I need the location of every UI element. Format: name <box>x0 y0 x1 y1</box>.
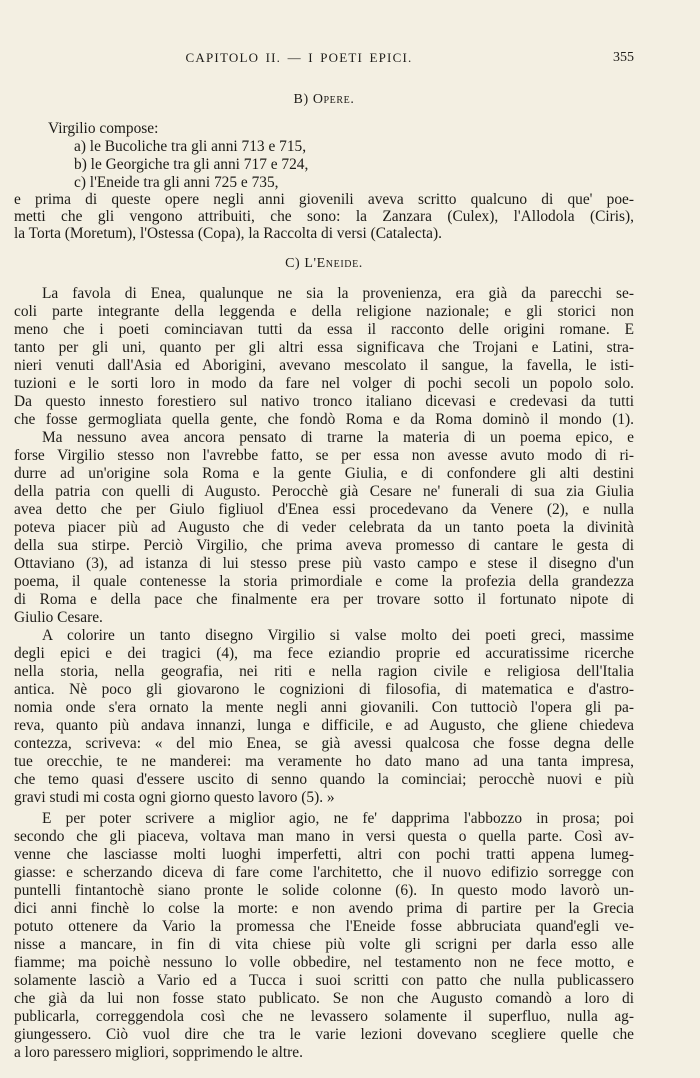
paragraph-first-line: La favola di Enea, qualunque ne sia la provenienza, era già da parecchi se- <box>42 285 634 302</box>
text-line: tanto per gli uni, quanto per gli altri essa significava che Trojani e Latini, stra- <box>14 339 634 356</box>
text-line: venne che lasciasse molti luoghi imperfetti, altri con pochi tratti appena lumeg- <box>14 846 634 863</box>
text-line: nella storia, nella geografia, nei riti e nella ragion civile e religiosa dell'Italia <box>14 663 634 680</box>
paragraph-first-line: Ma nessuno avea ancora pensato di trarne la materia di un poema epico, e <box>42 429 634 446</box>
text-line: antica. Nè poco gli giovarono le cognizioni di filosofia, di matematica e d'astro- <box>14 681 634 698</box>
text-line: Da questo innesto forestiero sul nativo tronco italiano dicevasi e credevasi da tutti <box>14 393 634 410</box>
text-line: gravi studi mi costa ogni giorno questo lavoro (5). » <box>14 789 335 806</box>
text-line: meno che i poeti cominciavan tutti da essa il racconto delle origini romane. E <box>14 321 634 338</box>
chapter-title: CAPITOLO II. — I POETI EPICI. <box>185 50 413 65</box>
text-line: nieri venuti dall'Asia ed Aborigini, avevano mescolato il sangue, la favella, le isti- <box>14 357 634 374</box>
text-line: secondo che gli piaceva, voltava man mano in versi questa o quella parte. Così av- <box>14 828 634 845</box>
text-line: della sua stirpe. Perciò Virgilio, che prima aveva promesso di cantare le gesta di <box>14 537 634 554</box>
text-line: nisse a mancare, in fin di vita chiese più volte gli scrigni per darla esso alle <box>14 936 634 953</box>
text-line: che fosse germogliata quella gente, che fondò Roma e da Roma dominò il mondo (1). <box>14 411 634 428</box>
text-line: tue orecchie, te ne manderei: ma veramente ho dato mano ad una tanta impresa, <box>14 753 634 770</box>
text-line: publicarla, correggendola così che ne levassero solamente il superfluo, nulla ag- <box>14 1008 634 1025</box>
section-heading-opere: B) Opere. <box>293 92 355 107</box>
text-line: nomia onde s'era ornato la mente negli anni giovanili. Con tuttociò l'opera gli pa- <box>14 699 634 716</box>
works-list-item: b) le Georgiche tra gli anni 717 e 724, <box>74 156 309 173</box>
text-line: di Roma e della pace che finalmente era per trovare sotto il fortunato nipote di <box>14 591 634 608</box>
text-line: durre ad un'origine sola Roma e la gente Giulia, e di confondere gli alti destini <box>14 465 634 482</box>
text-line: giungessero. Ciò vuol dire che tra le varie lezioni dovevano scegliere quelle che <box>14 1026 634 1043</box>
section-heading-eneide: C) L'Eneide. <box>285 256 363 271</box>
text-line: metti che gli vengono attribuiti, che sono: la Zanzara (Culex), l'Allodola (Ciris), <box>14 208 634 225</box>
text-line: fiamme; ma poichè nessuno lo volle obbedire, nel testamento non ne fece motto, e <box>14 954 634 971</box>
text-line: dici anni finchè lo colse la morte: e non avendo prima di partire per la Grecia <box>14 900 634 917</box>
running-head <box>14 50 634 70</box>
text-line: a loro paressero migliori, sopprimendo le altre. <box>14 1044 303 1061</box>
text-line: e prima di queste opere negli anni giovenili aveva scritto qualcuno di que' poe- <box>14 191 634 208</box>
text-line: potuto ottenere da Vario la promessa che l'Eneide fosse abbruciata quand'egli ve- <box>14 918 634 935</box>
page-number: 355 <box>613 50 634 65</box>
works-intro: Virgilio compose: <box>48 120 159 137</box>
text-line: tuzioni e le sorti loro in modo da fare nel volger di pochi secoli un popolo solo. <box>14 375 634 392</box>
text-line: che temo quasi d'essere uscito di senno quando la cominciai; perocchè nuovi e più <box>14 771 634 788</box>
text-line: Giulio Cesare. <box>14 609 103 626</box>
works-list-item: a) le Bucoliche tra gli anni 713 e 715, <box>74 138 307 155</box>
text-line: avea detto che per Giulo figliuol d'Enea essi procedevano da Venere (2), e nulla <box>14 501 634 518</box>
text-line: degli epici e dei tragici (4), ma fece eziandio proprie ed accuratissime ricerche <box>14 645 634 662</box>
paragraph-first-line: E per poter scrivere a miglior agio, ne fe' dapprima l'abbozzo in prosa; poi <box>42 810 634 827</box>
text-line: poema, il quale contenesse la storia primordiale e come la profezia della grandezza <box>14 573 634 590</box>
text-line: reva, quanto più andava innanzi, lunga e difficile, e ad Augusto, che gliene chiedeva <box>14 717 634 734</box>
text-line: della patria con quelli di Augusto. Perocchè già Cesare ne' funerali di sua zia Giulia <box>14 483 634 500</box>
text-line: Ottaviano (3), ad istanza di lui stesso prese più vasto campo e stese il disegno d'un <box>14 555 634 572</box>
text-line: forse Virgilio stesso non l'avrebbe fatto, se per essa non avesse avuto modo di ri- <box>14 447 634 464</box>
text-line: giasse: e scherzando diceva di fare come l'architetto, che il nuovo edifizio sorregge con <box>14 864 634 881</box>
text-line: solamente lasciò a Vario ed a Tucca i suoi scritti con patto che nulla publicassero <box>14 972 634 989</box>
works-list-item: c) l'Eneide tra gli anni 725 e 735, <box>74 174 279 191</box>
text-line: la Torta (Moretum), l'Ostessa (Copa), la Raccolta di versi (Catalecta). <box>14 225 442 242</box>
text-line: che già da lui non fosse stato publicato. Se non che Augusto comandò a loro di <box>14 990 634 1007</box>
paragraph-first-line: A colorire un tanto disegno Virgilio si valse molto dei poeti greci, massime <box>42 627 634 644</box>
text-line: poteva piacer più ad Augusto che di veder celebrata da un tanto poeta la divinità <box>14 519 634 536</box>
text-line: coli parte integrante della leggenda e della religione nazionale; e gli storici non <box>14 303 634 320</box>
text-line: puntelli fintantochè siano pronte le solide colonne (6). In questo modo lavorò un- <box>14 882 634 899</box>
text-line: contezza, scriveva: « del mio Enea, se già avessi qualcosa che fosse degna delle <box>14 735 634 752</box>
